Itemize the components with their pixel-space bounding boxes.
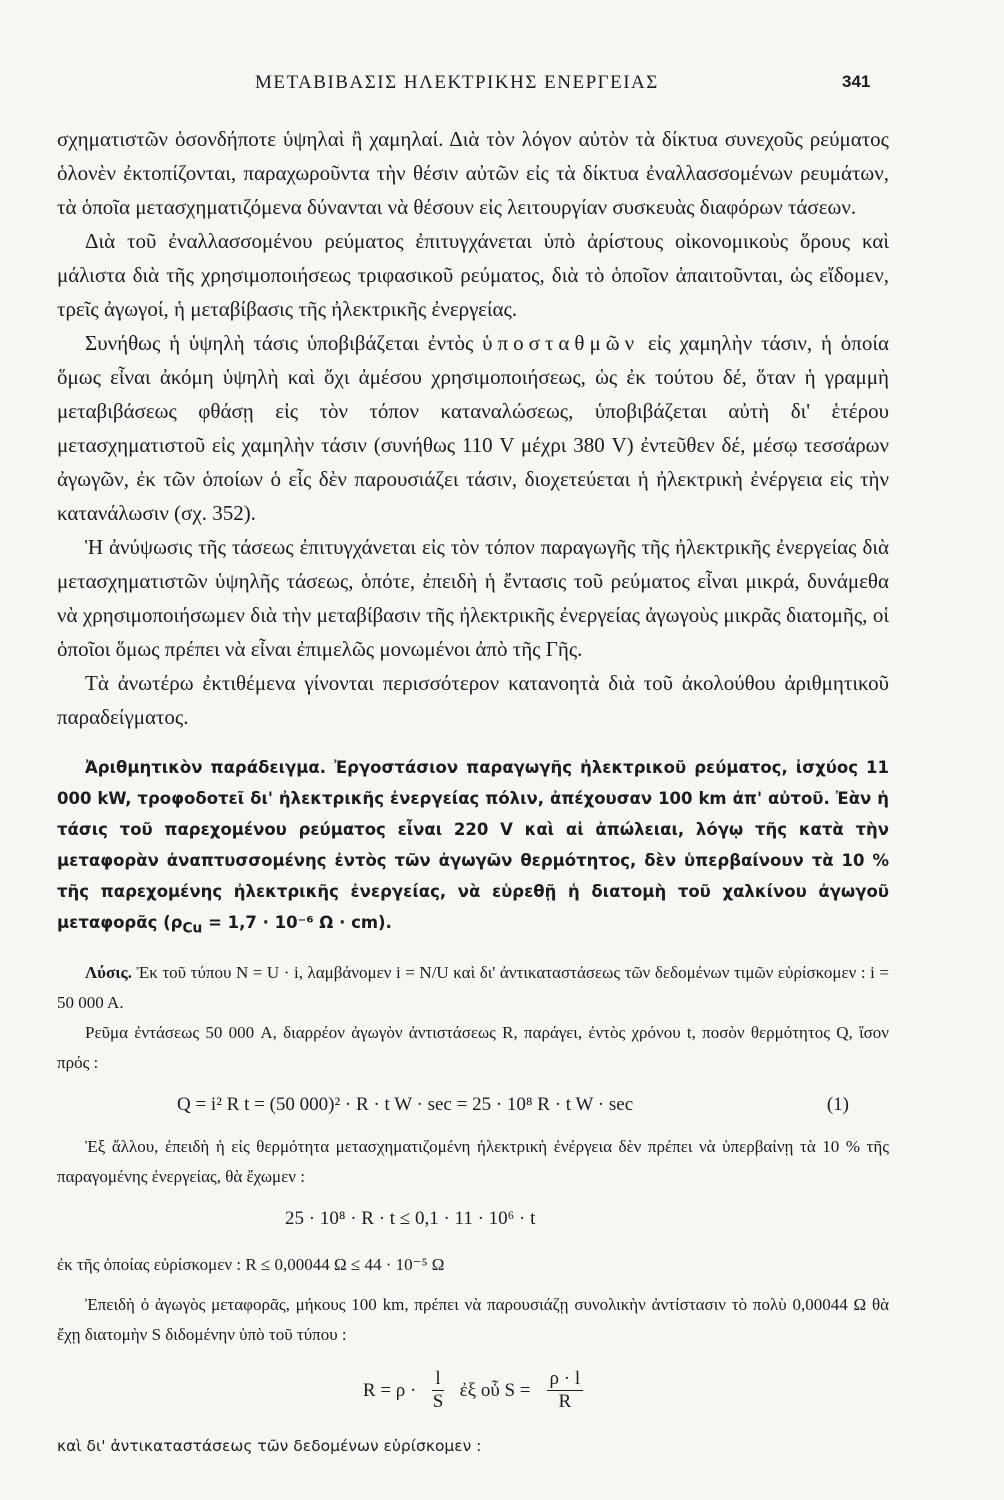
fraction-1-numerator: l — [432, 1368, 443, 1391]
numerical-example — [57, 752, 889, 944]
paragraph-3-start: Συνήθως ἡ ὑψηλὴ τάσις ὑποβιβάζεται ἐντὸς — [85, 331, 474, 355]
solution-intro — [57, 958, 889, 1018]
page-body — [57, 122, 889, 1463]
solution-text-2: Ρεῦμα ἐντάσεως 50 000 A, διαρρέον ἀγωγὸν ἀντιστάσεως R, παράγει, ἐντὸς χρόνου t, ποσὸν θερμότητος Q, ἴσον πρός : — [57, 1023, 889, 1073]
equation-1 — [57, 1088, 889, 1122]
equation-3-left: R = ρ · — [362, 1379, 417, 1401]
solution-text-3: Ἐξ ἄλλου, ἐπειδὴ ἡ εἰς θερμότητα μετασχηματιζομένη ἠλεκτρικὴ ἐνέργεια δὲν πρέπει νὰ ὑπερβαίνῃ τὰ 10 % τῆς παραγομένης ἐνεργείας, θὰ ἔχωμεν : — [57, 1137, 889, 1187]
solution-text-6: καὶ δι' ἀντικαταστάσεως τῶν δεδομένων εὑρίσκομεν : — [57, 1437, 482, 1456]
fraction-1-denominator: S — [432, 1391, 444, 1413]
fraction-l-over-s — [432, 1368, 443, 1413]
rho-subscript: Cu — [182, 920, 203, 937]
solution-text-5: Ἐπειδὴ ὁ ἀγωγὸς μεταφορᾶς, μήκους 100 km, πρέπει νὰ παρουσιάζῃ συνολικὴν ἀντίστασιν τὸ πολὺ 0,00044 Ω θὰ ἔχῃ διατομὴν S διδομένην ὑπὸ τοῦ τύπου : — [57, 1295, 889, 1345]
page-header — [0, 72, 1004, 102]
paragraph-3-rest: εἰς χαμηλὴν τάσιν, ἡ ὁποία ὅμως εἶναι ἀκόμη ὑψηλὴ καὶ ὄχι ἀμέσου χρησιμοποιήσεως, ὡς ἐκ τούτου δέ, ὅταν ἡ γραμμὴ μεταβιβάσεως φθάσῃ εἰς τὸν τόπον καταναλώσεως, ὑποβιβάζεται αὐτὴ δι' ἑτέρου μετασχηματιστοῦ εἰς χαμηλὴν τάσιν (συνήθως 110 V μέχρι 380 V) ἐντεῦθεν δέ, μέσῳ τεσσάρων ἀγωγῶν, ἐκ τῶν ὁποίων ὁ εἷς δὲν παρουσιάζει τάσιν, διοχετεύεται ἡ ἠλεκτρικὴ ἐνέργεια εἰς τὴν κατανάλωσιν (σχ. 352). — [57, 331, 889, 525]
page-number: 341 — [842, 72, 871, 91]
spaced-term: ὑποσταθμῶν — [482, 331, 640, 355]
example-text-end: = 1,7 · 10⁻⁶ Ω · cm). — [202, 913, 392, 932]
fraction-rho-l-over-r — [547, 1368, 584, 1413]
equation-3-middle: ἐξ οὗ S = — [459, 1379, 531, 1401]
solution-text-4: ἐκ τῆς ὁποίας εὑρίσκομεν : R ≤ 0,00044 Ω ≤ 44 · 10⁻⁵ Ω — [57, 1255, 445, 1275]
equation-2 — [57, 1202, 889, 1236]
paragraph-4: Ἡ ἀνύψωσις τῆς τάσεως ἐπιτυγχάνεται εἰς τὸν τόπον παραγωγῆς τῆς ἠλεκτρικῆς ἐνεργείας διὰ μετασχηματιστῶν ὑψηλῆς τάσεως, ὁπότε, ἐπειδὴ ἡ ἔντασις τοῦ ρεύματος εἶναι μικρά, δυνάμεθα νὰ χρησιμοποιήσωμεν διὰ τὴν μεταβίβασιν τῆς ἠλεκτρικῆς ἐνεργείας ἀγωγοὺς μικρᾶς διατομῆς, οἱ ὁποῖοι ὅμως πρέπει νὰ εἶναι ἐπιμελῶς μονωμένοι ἀπὸ τῆς Γῆς. — [57, 535, 889, 661]
equation-1-number: (1) — [826, 1094, 849, 1116]
running-title: ΜΕΤΑΒΙΒΑΣΙΣ ΗΛΕΚΤΡΙΚΗΣ ΕΝΕΡΓΕΙΑΣ — [255, 72, 659, 93]
paragraph-5: Τὰ ἀνωτέρω ἐκτιθέμενα γίνονται περισσότερον κατανοητὰ διὰ τοῦ ἀκολούθου ἀριθμητικοῦ παραδείγματος. — [57, 671, 889, 729]
equation-2-body: 25 · 10⁸ · R · t ≤ 0,1 · 11 · 10⁶ · t — [285, 1208, 536, 1230]
paragraph-1: σχηματιστῶν ὁσονδήποτε ὑψηλαὶ ἢ χαμηλαί. Διὰ τὸν λόγον αὐτὸν τὰ δίκτυα συνεχοῦς ρεύματος ὁλονὲν ἐκτοπίζονται, παραχωροῦντα τὴν θέσιν αὐτῶν εἰς τὰ δίκτυα ἐναλλασσομένων ρευμάτων, τὰ ὁποῖα μετασχηματιζόμενα δύνανται νὰ θέσουν εἰς λειτουργίαν συσκευὰς διαφόρων τάσεων. — [57, 127, 889, 219]
equation-3 — [57, 1368, 889, 1413]
example-text: Ἀριθμητικὸν παράδειγμα. Ἐργοστάσιον παραγωγῆς ἠλεκτρικοῦ ρεύματος, ἰσχύος 11 000 kW, τροφοδοτεῖ δι' ἠλεκτρικῆς ἐνεργείας πόλιν, ἀπέχουσαν 100 km ἀπ' αὐτοῦ. Ἐὰν ἡ τάσις τοῦ παρεχομένου ρεύματος εἶναι 220 V καὶ αἱ ἀπώλειαι, λόγῳ τῆς κατὰ τὴν μεταφορὰν ἀναπτυσσομένης ἐντὸς τῶν ἀγωγῶν θερμότητος, δὲν ὑπερβαίνουν τὰ 10 % τῆς παρεχομένης ἠλεκτρικῆς ἐνεργείας, νὰ εὑρεθῇ ἡ διατομὴ τοῦ χαλκίνου ἀγωγοῦ μεταφορᾶς (ρ — [57, 758, 889, 932]
paragraph-3 — [57, 326, 889, 530]
paragraph-2: Διὰ τοῦ ἐναλλασσομένου ρεύματος ἐπιτυγχάνεται ὑπὸ ἀρίστους οἰκονομικοὺς ὅρους καὶ μάλιστα διὰ τῆς χρησιμοποιήσεως τριφασικοῦ ρεύματος, διὰ τὸ ὁποῖον ἀπαιτοῦνται, ὡς εἴδομεν, τρεῖς ἀγωγοί, ἡ μεταβίβασις τῆς ἠλεκτρικῆς ἐνεργείας. — [57, 229, 889, 321]
fraction-2-numerator: ρ · l — [547, 1368, 584, 1391]
fraction-2-denominator: R — [558, 1391, 572, 1413]
equation-1-body: Q = i² R t = (50 000)² · R · t W · sec = 25 · 10⁸ R · t W · sec — [177, 1094, 634, 1116]
solution-label: Λύσις. — [85, 963, 132, 983]
solution-text-1: Ἐκ τοῦ τύπου N = U · i, λαμβάνομεν i = N/U καὶ δι' ἀντικαταστάσεως τῶν δεδομένων τιμῶν εὑρίσκομεν : i = 50 000 A. — [57, 963, 889, 1013]
